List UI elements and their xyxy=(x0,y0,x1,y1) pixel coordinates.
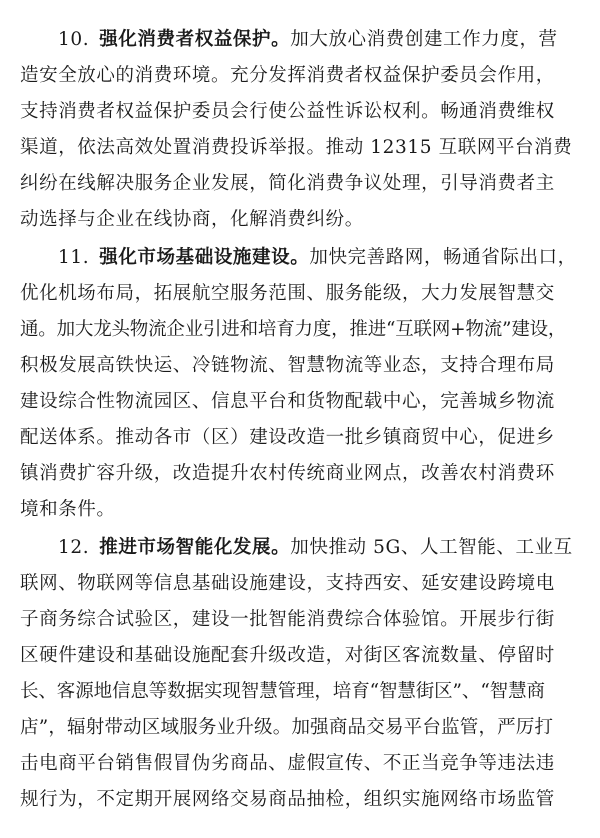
section-10-line-2: 支持消费者权益保护委员会行使公益性诉讼权利。畅通消费维权 xyxy=(20,101,555,122)
section-10-line-4: 纠纷在线解决服务企业发展，简化消费争议处理，引导消费者主 xyxy=(20,173,555,194)
section-12-line-2: 子商务综合试验区，建设一批智能消费综合体验馆。开展步行街 xyxy=(20,609,555,630)
section-11-number: 11. xyxy=(58,247,90,268)
section-10-line-5: 动选择与企业在线协商，化解消费纠纷。 xyxy=(20,209,364,230)
section-12-line-1: 联网、物联网等信息基础设施建设，支持西安、延安建设跨境电 xyxy=(20,573,555,594)
section-11-line-0: 加快完善路网，畅通省际出口， xyxy=(309,247,577,268)
section-12-line-3: 区硬件建设和基础设施配套升级改造，对街区客流数量、停留时 xyxy=(20,645,555,666)
section-11-line-5: 配送体系。推动各市（区）建设改造一批乡镇商贸中心，促进乡 xyxy=(20,427,555,448)
section-12-line-5: 店”，辐射带动区域服务业升级。加强商品交易平台监管，严厉打 xyxy=(20,717,554,738)
section-11-line-7: 境和条件。 xyxy=(20,499,116,520)
section-11-line-4: 建设综合性物流园区、信息平台和货物配载中心，完善城乡物流 xyxy=(20,391,555,412)
section-10-line-3: 渠道，依法高效处置消费投诉举报。推动 12315 互联网平台消费 xyxy=(20,137,573,158)
section-10-heading: 强化消费者权益保护。 xyxy=(99,29,291,50)
section-11-line-3: 积极发展高铁快运、冷链物流、智慧物流等业态，支持合理布局 xyxy=(20,355,555,376)
section-11-line-1: 优化机场布局，拓展航空服务范围、服务能级，大力发展智慧交 xyxy=(20,283,555,304)
section-11-first-line xyxy=(58,245,577,271)
section-12-first-line xyxy=(58,535,573,561)
section-12-line-7: 规行为，不定期开展网络交易商品抽检，组织实施网络市场监管 xyxy=(20,789,555,810)
section-10-first-line xyxy=(58,27,558,53)
section-12-line-0: 加快推动 5G、人工智能、工业互 xyxy=(290,537,573,558)
section-12-line-6: 击电商平台销售假冒伪劣商品、虚假宣传、不正当竞争等违法违 xyxy=(20,753,555,774)
section-12-line-4: 长、客源地信息等数据实现智慧管理，培育“智慧街区”、“智慧商 xyxy=(20,681,545,702)
section-12-number: 12. xyxy=(58,537,90,558)
section-11-heading: 强化市场基础设施建设。 xyxy=(99,247,310,268)
section-11-line-2: 通。加大龙头物流企业引进和培育力度，推进“互联网+物流”建设， xyxy=(20,319,567,340)
section-12-heading: 推进市场智能化发展。 xyxy=(99,537,291,558)
section-10-number: 10. xyxy=(58,29,90,50)
section-10-line-0: 加大放心消费创建工作力度，营 xyxy=(290,29,558,50)
section-11-line-6: 镇消费扩容升级，改造提升农村传统商业网点，改善农村消费环 xyxy=(20,463,555,484)
section-10-line-1: 造安全放心的消费环境。充分发挥消费者权益保护委员会作用， xyxy=(20,65,555,86)
